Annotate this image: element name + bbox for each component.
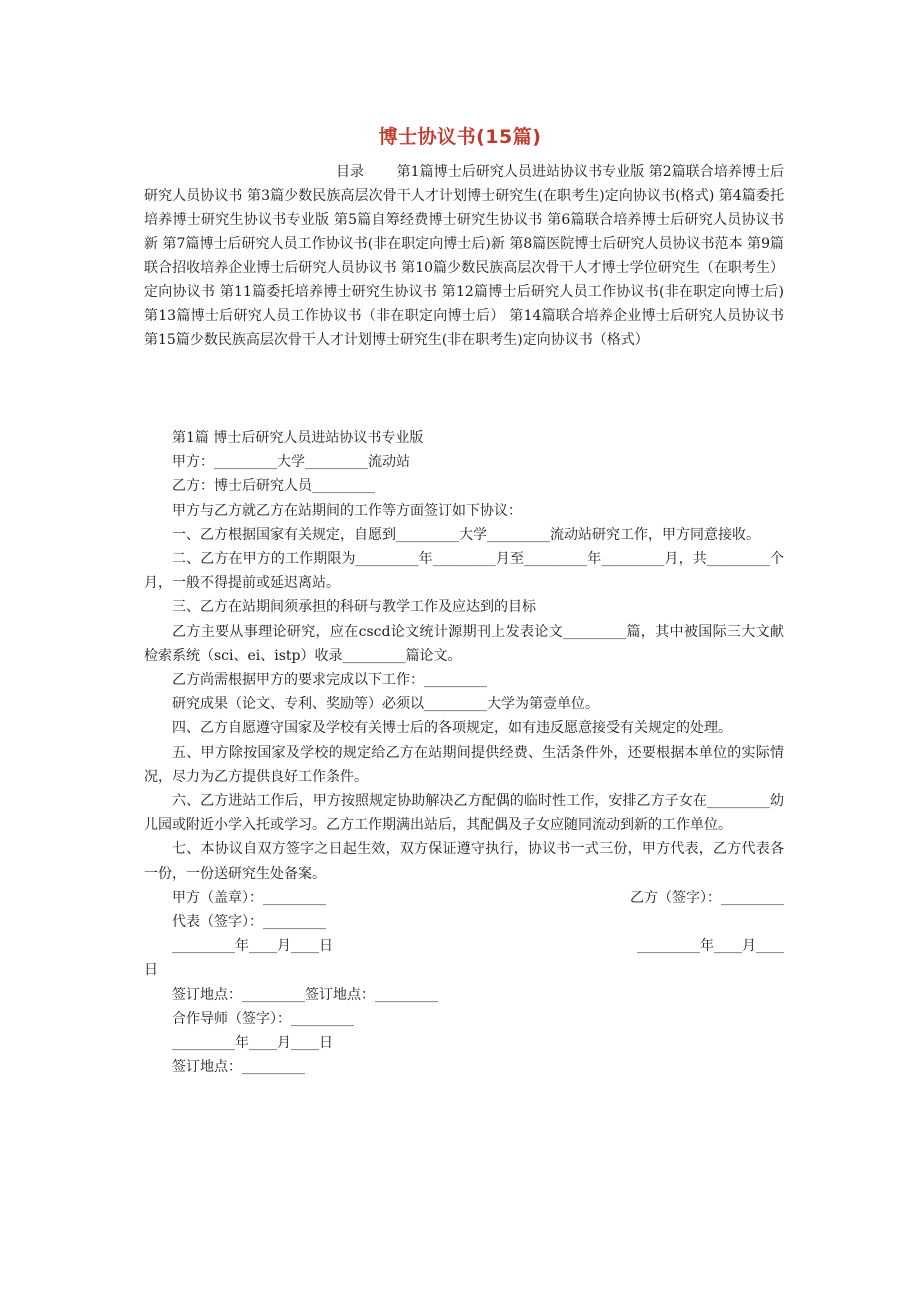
- date-row: [144, 934, 784, 958]
- date-left: _________年____月____日: [172, 938, 333, 955]
- date-right-day: 日: [144, 962, 158, 979]
- document-title: 博士协议书(15篇): [378, 126, 542, 148]
- article-1-body: [144, 426, 784, 1079]
- clause-2: 二、乙方在甲方的工作期限为_________年_________月至_________年_________月，共_________个月，一般不得提前或延迟离站。: [144, 551, 784, 592]
- clause-3-research: 乙方主要从事理论研究，应在cscd论文统计源期刊上发表论文_________篇，其中被国际三大文献检索系统（sci、ei、istp）收录_________篇论文。: [144, 623, 784, 664]
- signing-place-row: 签订地点：_________签订地点：_________: [172, 986, 438, 1003]
- article-heading: 第1篇 博士后研究人员进站协议书专业版: [172, 430, 424, 446]
- party-a-seal: 甲方（盖章）：_________: [172, 889, 326, 906]
- signing-place-last: 签订地点：_________: [172, 1059, 305, 1076]
- representative-signature: 代表（签字）：_________: [172, 914, 326, 931]
- date-right: _________年____月____: [637, 938, 784, 955]
- advisor-date: _________年____月____日: [172, 1035, 333, 1052]
- party-b-signature: 乙方（签字）：_________: [630, 889, 784, 906]
- signature-row: [144, 886, 784, 910]
- table-of-contents: 目录 第1篇博士后研究人员进站协议书专业版 第2篇联合培养博士后研究人员协议书 第3篇少数民族高层次骨干人才计划博士研究生(在职考生)定向协议书(格式) 第4篇委托培养博士研究生协议书专业版 第5篇自筹经费博士研究生协议书 第6篇联合培养博士后研究人员协议书新 第7篇博士后研究人员工作协议书(非在职定向博士后)新 第8篇医院博士后研究人员协议书范本 第9篇联合招收培养企业博士后研究人员协议书 第10篇少数民族高层次骨干人才博士学位研究生（在职考生）定向协议书 第11篇委托培养博士研究生协议书 第12篇博士后研究人员工作协议书(非在职定向博士后) 第13篇博士后研究人员工作协议书（非在职定向博士后） 第14篇联合培养企业博士后研究人员协议书 第15篇少数民族高层次骨干人才计划博士研究生(非在职考生)定向协议书（格式）: [144, 164, 784, 348]
- clause-3-results: 研究成果（论文、专利、奖励等）必须以_________大学为第壹单位。: [172, 696, 599, 713]
- advisor-signature: 合作导师（签字）：_________: [172, 1010, 354, 1027]
- clause-4: 四、乙方自愿遵守国家及学校有关博士后的各项规定，如有违反愿意接受有关规定的处理。: [172, 720, 732, 737]
- clause-3: 三、乙方在站期间须承担的科研与教学工作及应达到的目标: [172, 599, 536, 616]
- clause-6: 六、乙方进站工作后，甲方按照规定协助解决乙方配偶的临时性工作，安排乙方子女在_________幼儿园或附近小学入托或学习。乙方工作期满出站后，其配偶及子女应随同流动到新的工作单位。: [144, 793, 784, 834]
- clause-7: 七、本协议自双方签字之日起生效，双方保证遵守执行，协议书一式三份，甲方代表，乙方代表各一份，一份送研究生处备案。: [144, 841, 784, 882]
- party-a-line: 甲方：_________大学_________流动站: [172, 454, 410, 471]
- clause-3-extra-work: 乙方尚需根据甲方的要求完成以下工作：_________: [172, 672, 487, 689]
- intro-paragraph: 甲方与乙方就乙方在站期间的工作等方面签订如下协议：: [172, 502, 522, 519]
- clause-1: 一、乙方根据国家有关规定，自愿到_________大学_________流动站研究工作，甲方同意接收。: [172, 526, 760, 543]
- party-b-line: 乙方：博士后研究人员_________: [172, 478, 375, 495]
- clause-5: 五、甲方除按国家及学校的规定给乙方在站期间提供经费、生活条件外，还要根据本单位的实际情况，尽力为乙方提供良好工作条件。: [144, 744, 784, 785]
